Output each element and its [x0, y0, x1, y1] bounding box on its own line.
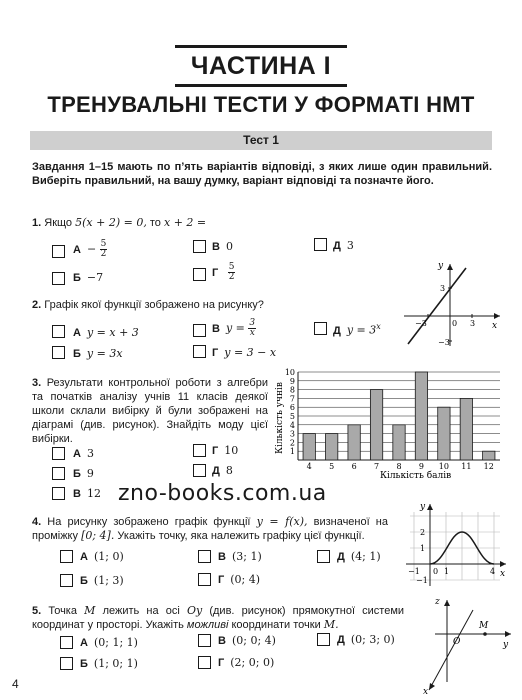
chart-x-tick-label: 10 — [438, 462, 449, 471]
option-5a — [80, 636, 138, 649]
fraction-den: x — [249, 328, 255, 338]
option-letter: Б — [73, 348, 81, 360]
option-2a — [73, 326, 139, 339]
answer-checkbox-2c[interactable] — [193, 324, 206, 337]
point-m-label: M — [479, 621, 489, 631]
chart-y-tick-label: 5 — [289, 412, 295, 421]
option-value: 3 — [86, 447, 94, 460]
function-graph-figure — [400, 500, 510, 588]
tick-label: 2 — [420, 528, 426, 537]
option-letter: В — [212, 241, 220, 253]
question-number: 3. — [32, 377, 42, 389]
answer-checkbox-1e[interactable] — [314, 238, 327, 251]
question-expression: 5(x + 2) = 0, — [75, 216, 147, 229]
question-number: 5. — [32, 605, 42, 617]
chart-y-tick-label: 2 — [289, 438, 295, 448]
option-4a — [80, 550, 124, 563]
option-5b — [80, 657, 138, 670]
chart-bar — [325, 434, 337, 460]
question-text: визначеної на проміжку — [32, 516, 388, 542]
option-1d — [212, 263, 235, 282]
page-number: 4 — [12, 677, 19, 691]
question-expression: y = f(x), — [256, 515, 308, 528]
option-value: (3; 1) — [231, 550, 262, 563]
option-2e — [333, 322, 381, 337]
watermark: zno-books.com.ua — [118, 481, 327, 506]
option-letter: Г — [218, 574, 225, 586]
option-letter: В — [218, 551, 226, 563]
option-letter: Д — [337, 634, 345, 646]
option-value: − — [86, 242, 97, 256]
chart-y-tick-label: 6 — [289, 403, 295, 413]
chart-x-tick-label: 8 — [396, 462, 402, 471]
question-number: 1. — [32, 217, 42, 229]
point-label: M — [84, 604, 96, 617]
option-value: (1; 3) — [93, 574, 124, 587]
tick-label: 3 — [470, 319, 476, 328]
option-letter: Д — [337, 551, 345, 563]
question-2 — [32, 298, 264, 312]
question-1 — [32, 216, 206, 230]
chart-y-tick-label: 10 — [284, 368, 295, 377]
tick-label: 1 — [444, 567, 450, 576]
option-value: (0; 3; 0) — [350, 633, 395, 646]
chart-bar — [393, 425, 405, 460]
answer-checkbox-5c[interactable] — [198, 634, 211, 647]
option-value: 9 — [86, 467, 94, 480]
option-5e — [337, 633, 395, 646]
option-value: (2; 0; 0) — [230, 656, 275, 669]
3d-axes-figure — [415, 590, 515, 698]
option-value: y = 3 − x — [224, 346, 277, 359]
option-letter: Б — [80, 575, 88, 587]
answer-checkbox-5e[interactable] — [317, 633, 330, 646]
chart-x-tick-label: 11 — [461, 462, 472, 471]
option-value: 12 — [86, 487, 101, 500]
option-value: 3 — [346, 239, 354, 252]
question-text: Результати контрольної роботи з алгебри та початків аналізу учнів 11 класів деякої школи склали вибірку й були зображені на діаграмі (див. рисунок). Знайдіть моду цієї вибірки. — [32, 377, 268, 445]
test-title-bar: Тест 1 — [30, 131, 492, 150]
z-axis-label: z — [435, 597, 440, 607]
option-value: (0; 1; 1) — [93, 636, 138, 649]
option-4d — [218, 573, 260, 586]
option-3b — [73, 467, 94, 480]
fraction-num: 3 — [249, 318, 256, 328]
tick-label: −3 — [415, 319, 427, 328]
option-value: (0; 4) — [230, 573, 261, 586]
chart-x-tick-label: 4 — [306, 462, 312, 471]
answer-checkbox-5d[interactable] — [198, 656, 211, 669]
answer-checkbox-2a[interactable] — [52, 325, 65, 338]
option-value: (1; 0; 1) — [93, 657, 138, 670]
chart-bar — [370, 390, 382, 460]
fraction — [248, 319, 256, 338]
answer-checkbox-4e[interactable] — [317, 550, 330, 563]
option-value: (1; 0) — [93, 550, 124, 563]
question-text: Точка — [48, 605, 77, 617]
question-number: 2. — [32, 299, 42, 311]
answer-checkbox-4a[interactable] — [60, 550, 73, 563]
question-3 — [32, 376, 268, 446]
question-text: Укажіть точку, яка належить графіку цієї функції. — [117, 530, 365, 542]
answer-checkbox-3c[interactable] — [52, 487, 65, 500]
question-text: координати точки — [231, 619, 321, 631]
chart-y-tick-label: 1 — [289, 447, 295, 457]
emphasis-text: можливі — [186, 619, 229, 631]
question-interval: [0; 4]. — [81, 529, 115, 542]
option-letter: А — [73, 448, 81, 460]
option-4b — [80, 574, 124, 587]
fraction-den: 2 — [228, 272, 235, 282]
chart-bar — [415, 372, 427, 460]
bar-chart — [268, 364, 508, 482]
chart-y-tick-label: 8 — [289, 385, 295, 395]
option-value: (0; 0; 4) — [231, 634, 276, 647]
option-value: 0 — [225, 240, 233, 253]
answer-checkbox-3b[interactable] — [52, 467, 65, 480]
option-value: y = x + 3 — [86, 326, 139, 339]
chart-x-tick-label: 5 — [329, 462, 335, 471]
chart-y-tick-label: 4 — [289, 420, 295, 430]
option-letter: А — [80, 637, 88, 649]
option-letter: А — [73, 243, 81, 256]
option-1b — [73, 271, 103, 284]
option-1c — [212, 240, 233, 253]
option-letter: Б — [73, 468, 81, 480]
answer-checkbox-1b[interactable] — [52, 272, 65, 285]
option-letter: В — [73, 488, 81, 500]
question-text: то — [149, 217, 161, 229]
question-text: Графік якої функції зображено на рисунку? — [44, 299, 264, 311]
x-axis-label: x — [500, 569, 506, 579]
tick-label: −3 — [438, 338, 450, 347]
question-5 — [32, 604, 404, 632]
chart-x-tick-label: 6 — [351, 462, 357, 471]
answer-checkbox-1d[interactable] — [193, 268, 206, 281]
y-axis-label: y — [420, 502, 426, 512]
linear-graph-figure — [400, 258, 505, 348]
option-3d — [212, 444, 238, 457]
fraction — [100, 240, 108, 259]
answer-checkbox-2e[interactable] — [314, 322, 327, 335]
answer-checkbox-3e[interactable] — [193, 464, 206, 477]
option-4c — [218, 550, 262, 563]
tick-label: −1 — [408, 567, 420, 576]
chart-bar — [460, 398, 472, 460]
option-value: y = — [225, 321, 245, 335]
chart-bar — [438, 407, 450, 460]
option-value: y = 3x — [86, 347, 123, 360]
page-subtitle: ТРЕНУВАЛЬНІ ТЕСТИ У ФОРМАТІ НМТ — [47, 92, 475, 117]
option-letter: Г — [212, 266, 219, 279]
answer-checkbox-4c[interactable] — [198, 550, 211, 563]
tick-label: −1 — [416, 576, 428, 585]
option-5c — [218, 634, 276, 647]
instructions: Завдання 1–15 мають по п’ять варіантів відповіді, з яких лише один правильний. Виберіть правильний, на вашу думку, варіант відповіді та позначте його. — [32, 161, 492, 187]
tick-label: 0 — [433, 567, 439, 576]
option-letter: Б — [80, 658, 88, 670]
fraction — [228, 263, 236, 282]
option-letter: Г — [218, 657, 225, 669]
option-exponent: x — [376, 322, 381, 331]
answer-checkbox-3d[interactable] — [193, 444, 206, 457]
question-text: (див. рисунок) прямокутної системи координат у просторі. Укажіть — [32, 605, 405, 631]
option-1a — [73, 240, 107, 259]
answer-checkbox-4d[interactable] — [198, 573, 211, 586]
question-text: Якщо — [44, 217, 73, 229]
option-3a — [73, 447, 94, 460]
question-ask: x + 2 = — [164, 216, 207, 229]
y-axis-label: y — [438, 261, 444, 271]
chart-x-tick-label: 12 — [483, 462, 494, 471]
answer-checkbox-4b[interactable] — [60, 574, 73, 587]
chart-y-axis-label: Кількість учнів — [275, 382, 285, 454]
option-letter: Д — [212, 465, 220, 477]
answer-checkbox-5b[interactable] — [60, 657, 73, 670]
x-axis-label: x — [423, 687, 429, 697]
option-letter: Г — [212, 445, 219, 457]
option-letter: Д — [333, 240, 341, 252]
fraction-num: 5 — [100, 239, 107, 249]
chart-bar — [483, 451, 495, 460]
option-letter: В — [212, 322, 220, 335]
x-axis-label: x — [492, 321, 498, 331]
chart-x-axis-label: Кількість балів — [380, 471, 452, 481]
option-2c — [212, 319, 256, 338]
tick-label: 1 — [420, 544, 426, 553]
option-letter: А — [80, 551, 88, 563]
option-value: −7 — [86, 271, 104, 284]
option-1e — [333, 239, 354, 252]
chapter-title: ЧАСТИНА І — [175, 45, 347, 87]
option-letter: Б — [73, 272, 81, 284]
answer-checkbox-5a[interactable] — [60, 636, 73, 649]
question-text: На рисунку зображено графік функції — [47, 516, 251, 528]
chart-y-tick-label: 7 — [289, 394, 295, 404]
chart-y-tick-label: 9 — [289, 376, 295, 386]
option-letter: Д — [333, 324, 341, 337]
option-letter: Г — [212, 347, 219, 359]
option-3e — [212, 464, 233, 477]
option-5d — [218, 656, 274, 669]
option-value: y = 3 — [346, 323, 377, 337]
option-value: 10 — [224, 444, 239, 457]
answer-checkbox-2d[interactable] — [193, 345, 206, 358]
tick-label: 3 — [440, 284, 446, 293]
answer-checkbox-2b[interactable] — [52, 346, 65, 359]
tick-label: 0 — [452, 319, 458, 328]
tick-label: 4 — [490, 567, 496, 576]
option-value: 8 — [225, 464, 233, 477]
point-label: M. — [323, 618, 339, 631]
y-axis-label: y — [503, 640, 509, 650]
axis-label: Oy — [186, 604, 203, 617]
fraction-den: 2 — [100, 249, 107, 259]
option-3c — [73, 487, 101, 500]
answer-checkbox-1a[interactable] — [52, 245, 65, 258]
chart-x-tick-label: 7 — [374, 462, 380, 471]
option-2b — [73, 347, 123, 360]
option-value: (4; 1) — [350, 550, 381, 563]
question-number: 4. — [32, 516, 42, 528]
option-letter: А — [73, 327, 81, 339]
option-letter: В — [218, 635, 226, 647]
fraction-num: 5 — [228, 262, 235, 272]
chart-bar — [348, 425, 360, 460]
question-text: лежить на осі — [102, 605, 180, 617]
question-4 — [32, 515, 388, 543]
chart-bar — [303, 434, 315, 460]
option-2d — [212, 346, 276, 359]
chart-x-tick-label: 9 — [418, 462, 424, 471]
chart-y-tick-label: 3 — [289, 429, 295, 439]
option-4e — [337, 550, 381, 563]
answer-checkbox-3a[interactable] — [52, 447, 65, 460]
answer-checkbox-1c[interactable] — [193, 240, 206, 253]
origin-label: O — [453, 637, 461, 647]
